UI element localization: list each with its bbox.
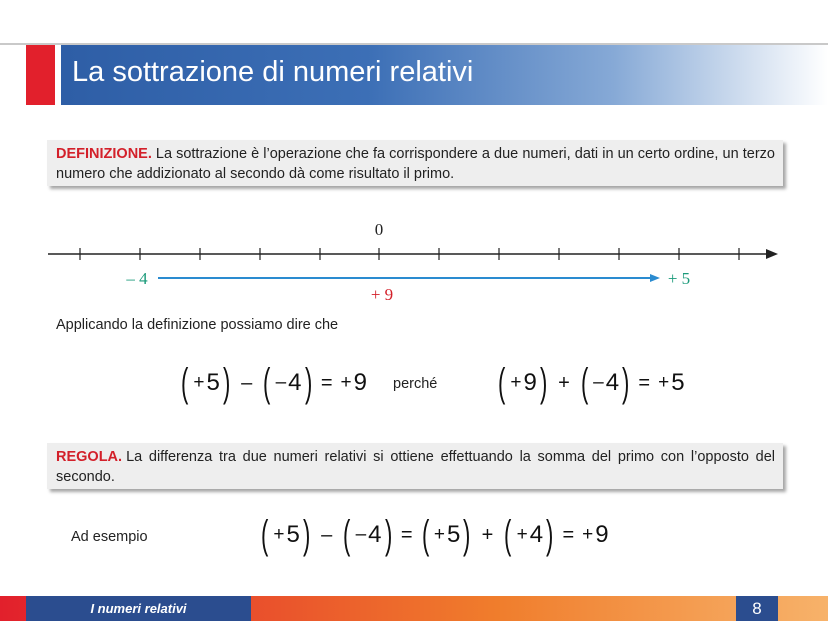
example-label: Ad esempio [71,529,148,545]
number: 5 [446,521,461,548]
title-accent-block [26,45,55,105]
rule-box [47,443,783,489]
sign: + [658,372,670,393]
rule-text: La differenza tra due numeri relativi si ottiene effettuando la somma del primo con l’opposto del secondo. [56,449,775,485]
page-number: 8 [736,596,778,621]
open-paren: ( [504,513,512,557]
open-paren: ( [180,361,189,405]
equals-sign: = [562,523,575,546]
close-paren: ) [222,361,231,405]
equals-sign: = [400,523,413,546]
close-paren: ) [539,361,548,405]
operator: – [241,371,253,394]
number: 9 [353,369,367,396]
number: 5 [206,369,220,396]
operator: – [321,523,333,546]
plus-five-label: + 5 [667,269,691,288]
intro-text: Applicando la definizione possiamo dire che [56,317,339,333]
sign: – [275,372,287,393]
sign: + [193,372,205,393]
number: 4 [368,521,382,548]
open-paren: ( [421,513,429,557]
sign: + [340,372,352,393]
open-paren: ( [260,513,269,557]
sign: – [355,524,367,545]
rule-keyword: REGOLA. [56,449,123,465]
equation-2 [495,363,685,403]
number: 5 [286,521,300,548]
sign: + [582,524,594,545]
footer-section-label: I numeri relativi [26,596,251,621]
equation-1 [178,363,367,403]
close-paren: ) [302,513,311,557]
minus-four-label: – 4 [126,269,148,288]
page-title: La sottrazione di numeri relativi [72,56,474,88]
close-paren: ) [463,513,471,557]
zero-label: 0 [374,220,384,239]
open-paren: ( [263,361,271,405]
sign: + [516,524,528,545]
number-line [0,210,828,310]
operator: + [558,371,570,394]
definition-box [47,140,783,186]
open-paren: ( [580,361,589,405]
sign: + [510,372,522,393]
operator: + [481,523,494,546]
open-paren: ( [497,361,506,405]
number: 5 [671,369,685,396]
equals-sign: = [638,371,651,394]
number-line-arrowhead [766,249,778,259]
because-text: perché [393,376,438,392]
number: 4 [288,369,302,396]
example-equation [258,515,609,555]
number: 4 [605,369,620,396]
open-paren: ( [343,513,351,557]
distance-arrowhead [650,274,660,282]
number: 4 [529,521,544,548]
equals-sign: = [320,371,333,394]
sign: + [433,524,445,545]
number: 9 [523,369,537,396]
sign: + [273,524,285,545]
definition-keyword: DEFINIZIONE. [56,146,152,162]
definition-text: La sottrazione è l’operazione che fa corrispondere a due numeri, dati in un certo ordine, un terzo numero che addizionato al secondo dà come risultato il primo. [56,146,775,182]
sign: – [593,372,604,393]
number: 9 [595,521,609,548]
close-paren: ) [384,513,392,557]
close-paren: ) [304,361,312,405]
plus-nine-label: + 9 [370,285,394,304]
close-paren: ) [546,513,554,557]
close-paren: ) [622,361,630,405]
